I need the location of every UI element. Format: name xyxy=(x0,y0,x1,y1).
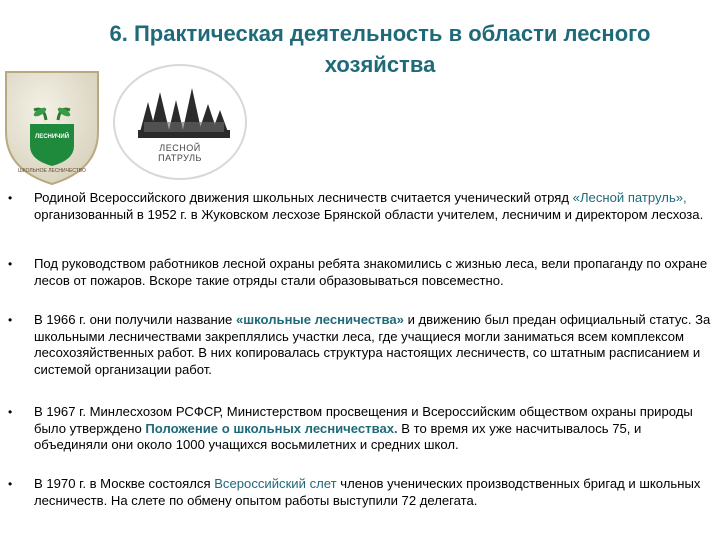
highlight-text: Всероссийский слет xyxy=(214,476,337,491)
bullet-item: • В 1967 г. Минлесхозом РСФСР, Министерством просвещения и Всероссийским обществом охраны природы было утверждено Положение о школьных лесничествах. В то время их уже насчитывалось 75, и объединяли они около 1000 учащихся восьмилетних и средних школ. xyxy=(8,404,693,453)
highlight-text: «школьные лесничества» xyxy=(235,312,404,327)
bullet-item: • В 1966 г. они получили название «школьные лесничества» и движению был предан официальный статус. За школьными лесничествами закреплялись участки леса, где учащиеся могли заниматься всем комплексом лесохозяйственных работ. В них копировалась структура настоящих лесничеств, со штатным расписанием и системой организации работ. xyxy=(8,312,711,377)
forest-patrol-badge-image xyxy=(110,62,250,182)
bullet-dot: • xyxy=(8,257,13,271)
bullet-dot: • xyxy=(8,477,13,491)
title-line-2: хозяйства xyxy=(324,52,436,77)
highlight-text: «Лесной патруль», xyxy=(572,190,687,205)
badge1-ring-text: ШКОЛЬНОЕ ЛЕСНИЧЕСТВО xyxy=(18,168,86,174)
bullet-item: • Родиной Всероссийского движения школьных лесничеств считается ученический отряд «Лесной патруль», организованный в 1952 г. в Жуковском лесхозе Брянской области учителем, лесничим и директором лесхоза. xyxy=(8,190,704,222)
bullet-dot: • xyxy=(8,313,13,327)
badge2-label: ЛЕСНОЙ ПАТРУЛЬ xyxy=(158,143,202,163)
badge1-label: ЛЕСНИЧИЙ xyxy=(34,134,70,140)
bullet-item: • Под руководством работников лесной охраны ребята знакомились с жизнью леса, вели пропаганду по охране лесов от пожаров. Вскоре такие отряды стали образовываться повсеместно. xyxy=(8,256,708,288)
title-line-1: 6. Практическая деятельность в области лесного xyxy=(109,21,651,46)
highlight-text: Положение о школьных лесничествах. xyxy=(145,420,398,436)
bullet-item: • В 1970 г. в Москве состоялся Всероссийский слет членов ученических производственных бригад и школьных лесничеств. На слете по обмену опытом работы выступили 72 делегата. xyxy=(8,476,701,508)
bullet-list xyxy=(0,190,715,509)
bullet-dot: • xyxy=(8,405,13,419)
bullet-dot: • xyxy=(8,191,13,205)
